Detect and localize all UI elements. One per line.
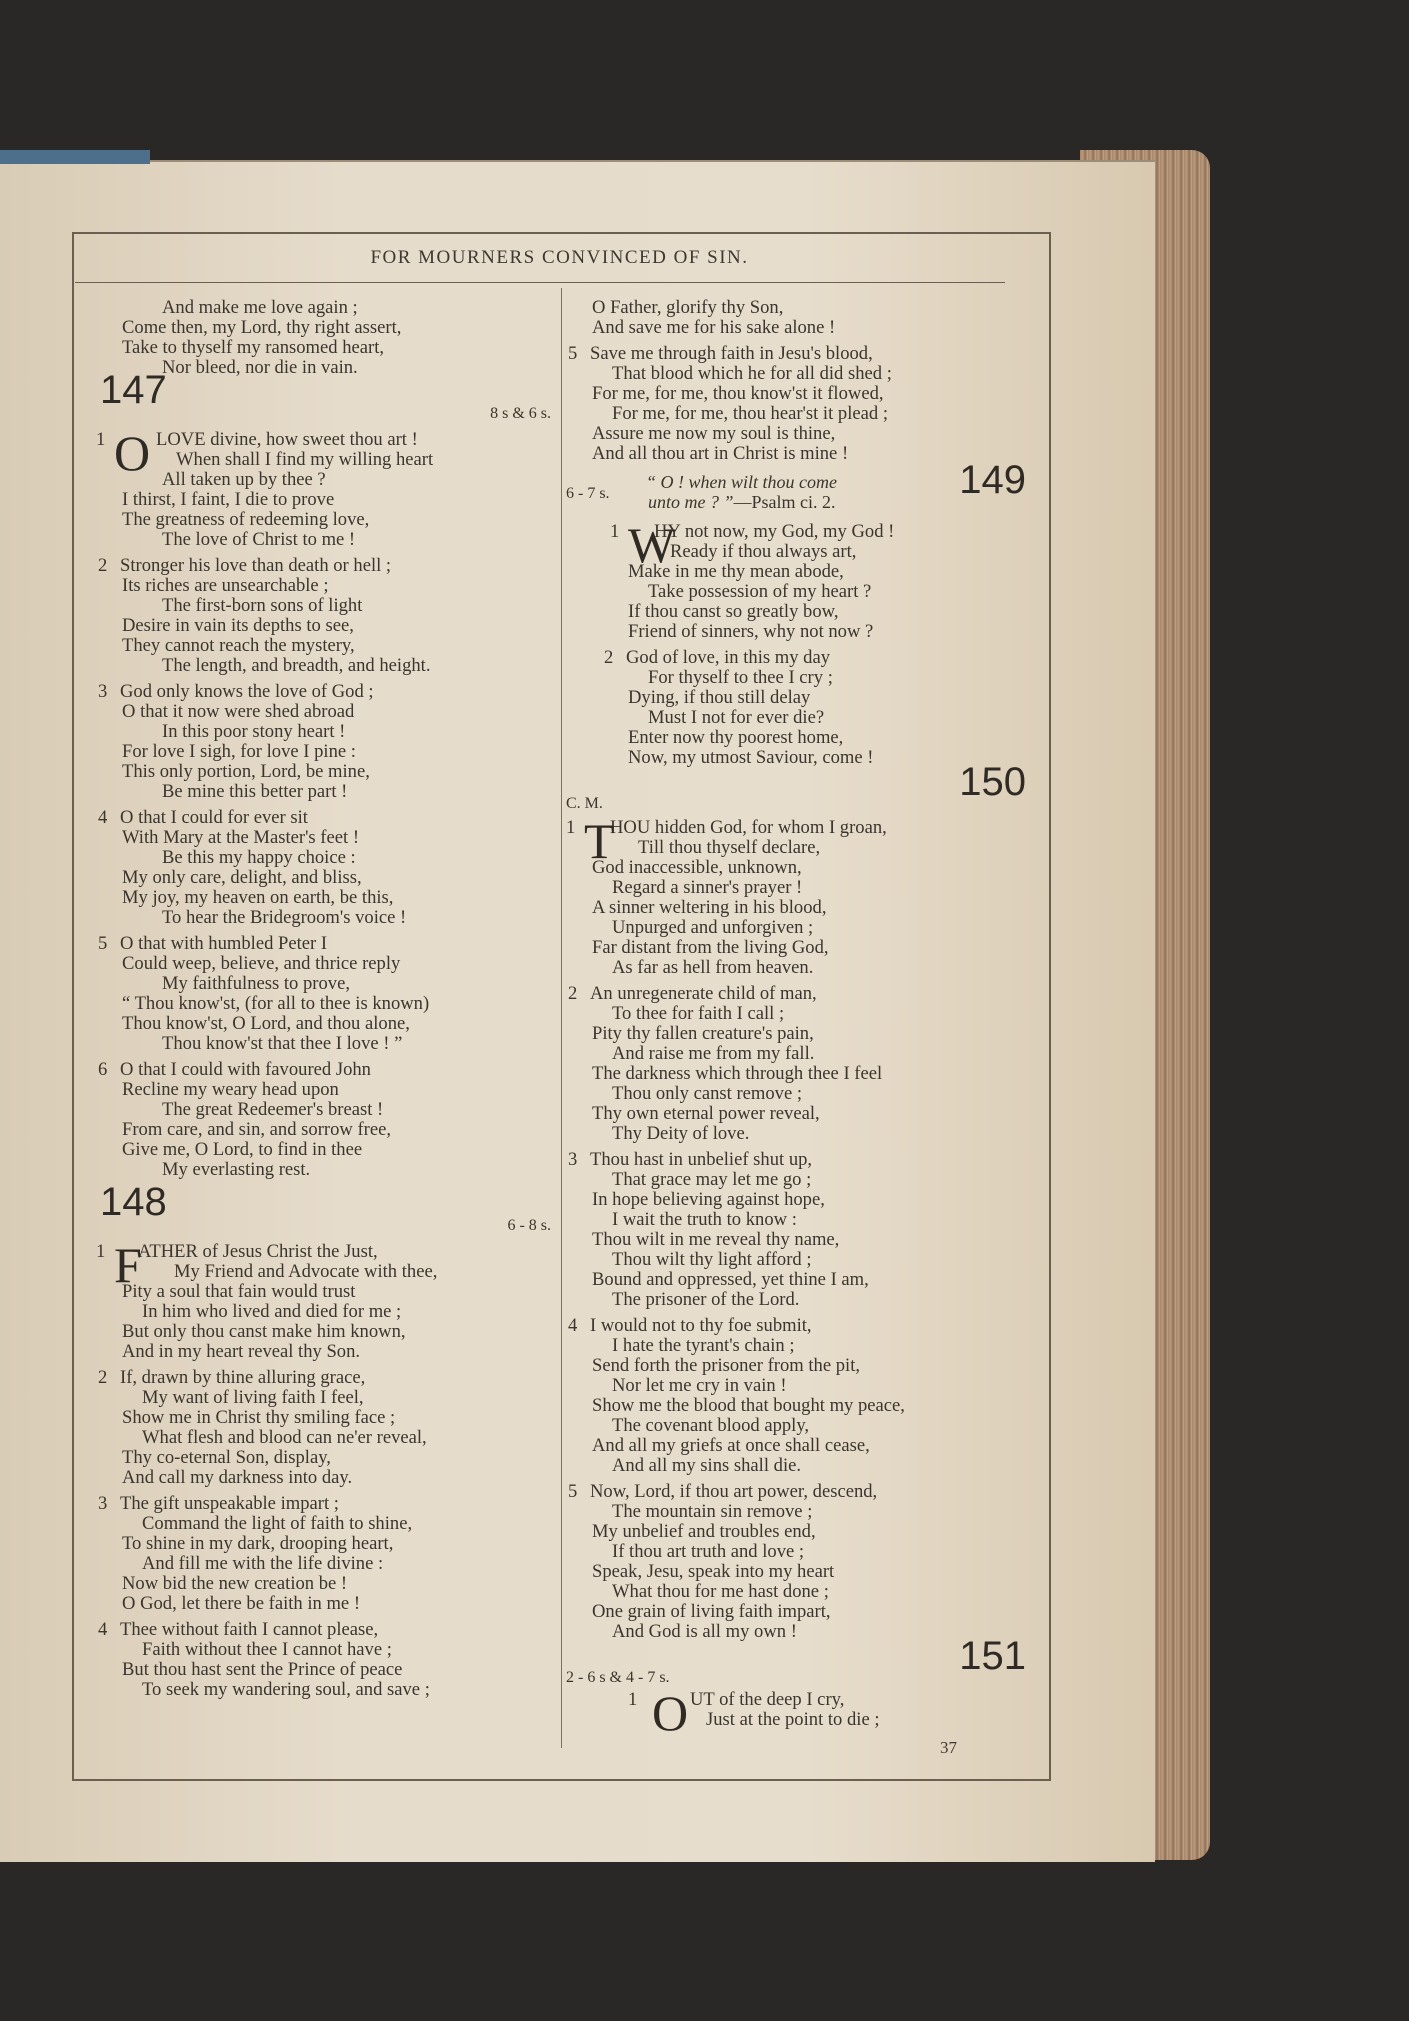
hymn-148-verse-1 [96, 1237, 551, 1362]
hymn-line: Regard a sinner's prayer ! [612, 877, 803, 898]
hymn-line: Make in me thy mean abode, [628, 561, 844, 582]
hymn-line: Thou only canst remove ; [612, 1083, 803, 1104]
verse-number: 2 [604, 647, 614, 668]
hymn-151-heading [566, 1634, 1026, 1690]
drop-capital: O [114, 425, 151, 481]
hymn-line: I would not to thy foe submit, [590, 1315, 812, 1336]
hymn-line: O that I could for ever sit [120, 807, 308, 828]
hymn-line: My faithfulness to prove, [162, 973, 350, 994]
hymn-line: But thou hast sent the Prince of peace [122, 1659, 403, 1680]
hymn-line: Nor let me cry in vain ! [612, 1375, 787, 1396]
hymn-line: O God, let there be faith in me ! [122, 1593, 361, 1614]
hymn-148-heading [96, 1180, 551, 1242]
hymn-line: The great Redeemer's breast ! [162, 1099, 384, 1120]
page-number: 37 [940, 1738, 957, 1757]
hymn-line: Pity a soul that fain would trust [122, 1281, 356, 1302]
hymn-number: 148 [100, 1180, 167, 1224]
hymn-line: Thou know'st that thee I love ! ” [162, 1033, 403, 1054]
hymn-line: O Father, glorify thy Son, [592, 297, 784, 318]
hymn-line: To hear the Bridegroom's voice ! [162, 907, 407, 928]
hymn-line: Its riches are unsearchable ; [122, 575, 329, 596]
hymn-line: Dying, if thou still delay [628, 687, 811, 708]
hymn-line: For me, for me, thou hear'st it plead ; [612, 403, 888, 424]
hymn-line: HOU hidden God, for whom I groan, [610, 817, 887, 838]
verse-number: 5 [98, 933, 108, 954]
hymn-line: To thee for faith I call ; [612, 1003, 785, 1024]
left-column [96, 298, 551, 1700]
hymn-line: Recline my weary head upon [122, 1079, 339, 1100]
header-rule [75, 282, 1005, 283]
column-divider [561, 288, 562, 1748]
hymn-meter: C. M. [566, 795, 603, 812]
hymn-line: And all my sins shall die. [612, 1455, 802, 1476]
hymn-line: And make me love again ; [162, 297, 358, 318]
verse-number: 4 [568, 1315, 578, 1336]
hymn-line: Thy own eternal power reveal, [592, 1103, 820, 1124]
hymn-147-verse-2 [96, 556, 551, 676]
hymn-line: Now, my utmost Saviour, come ! [628, 747, 874, 768]
hymn-line: My everlasting rest. [162, 1159, 311, 1180]
hymn-line: When shall I find my willing heart [176, 449, 434, 470]
hymn-line: Thy Deity of love. [612, 1123, 750, 1144]
hymn-line: And fill me with the life divine : [142, 1553, 384, 1574]
hymn-line: Pity thy fallen creature's pain, [592, 1023, 814, 1044]
hymn-line: This only portion, Lord, be mine, [122, 761, 370, 782]
hymn-line: An unregenerate child of man, [590, 983, 817, 1004]
drop-capital: T [584, 813, 615, 869]
verse-number: 1 [628, 1689, 638, 1710]
hymn-line: Be mine this better part ! [162, 781, 348, 802]
hymn-line: Thou wilt in me reveal thy name, [592, 1229, 840, 1250]
hymn-line: Bound and oppressed, yet thine I am, [592, 1269, 869, 1290]
hymn-line: LOVE divine, how sweet thou art ! [156, 429, 418, 450]
hymn-line: Till thou thyself declare, [638, 837, 821, 858]
hymn-line: Thy co-eternal Son, display, [122, 1447, 331, 1468]
hymn-line: UT of the deep I cry, [690, 1689, 845, 1710]
hymn-147-verse-1 [96, 425, 551, 550]
hymn-line: The darkness which through thee I feel [592, 1063, 883, 1084]
hymn-line: Give me, O Lord, to find in thee [122, 1139, 363, 1160]
hymn-line: Come then, my Lord, thy right assert, [122, 317, 402, 338]
verse-number: 5 [568, 343, 578, 364]
hymn-number: 147 [100, 368, 167, 412]
hymn-line: Thou know'st, O Lord, and thou alone, [122, 1013, 410, 1034]
hymn-line: Assure me now my soul is thine, [592, 423, 836, 444]
hymn-line: I thirst, I faint, I die to prove [122, 489, 335, 510]
hymn-147-heading [96, 368, 551, 430]
hymn-line: A sinner weltering in his blood, [592, 897, 827, 918]
hymn-line: Desire in vain its depths to see, [122, 615, 354, 636]
epigraph-text: unto me ? ” [648, 492, 734, 512]
hymn-line: Send forth the prisoner from the pit, [592, 1355, 861, 1376]
hymn-line: Take to thyself my ransomed heart, [122, 337, 385, 358]
hymn-line: Speak, Jesu, speak into my heart [592, 1561, 835, 1582]
hymn-150-heading [566, 760, 1026, 818]
hymn-line: My Friend and Advocate with thee, [174, 1261, 438, 1282]
hymn-line: The gift unspeakable impart ; [120, 1493, 339, 1514]
hymn-line: O that I could with favoured John [120, 1059, 371, 1080]
hymn-line: For me, for me, thou know'st it flowed, [592, 383, 884, 404]
hymn-meter: 2 - 6 s & 4 - 7 s. [566, 1669, 670, 1686]
running-header: FOR MOURNERS CONVINCED OF SIN. [370, 247, 749, 268]
hymn-line: And God is all my own ! [612, 1621, 797, 1642]
hymn-meter: 8 s & 6 s. [490, 405, 551, 422]
hymn-line: My unbelief and troubles end, [592, 1521, 816, 1542]
drop-capital: F [114, 1237, 142, 1293]
hymn-147-verse-6 [96, 1060, 551, 1180]
verse-number: 6 [98, 1059, 108, 1080]
hymn-line: The prisoner of the Lord. [612, 1289, 800, 1310]
hymn-line: Thou hast in unbelief shut up, [590, 1149, 813, 1170]
hymn-line: Far distant from the living God, [592, 937, 829, 958]
hymn-148-verse-4 [96, 1620, 551, 1700]
hymn-line: Now bid the new creation be ! [122, 1573, 348, 1594]
hymn-line: Nor bleed, nor die in vain. [162, 357, 358, 378]
hymn-149-heading [566, 458, 1026, 522]
hymn-line: With Mary at the Master's feet ! [122, 827, 360, 848]
hymn-148-verse-3 [96, 1494, 551, 1614]
hymn-150-verse-1 [566, 813, 1026, 978]
hymn-line: That grace may let me go ; [612, 1169, 812, 1190]
verse-number: 2 [568, 983, 578, 1004]
hymn-line: My only care, delight, and bliss, [122, 867, 362, 888]
hymn-line: From care, and sin, and sorrow free, [122, 1119, 392, 1140]
verse-number: 1 [96, 1241, 106, 1262]
epigraph-reference: —Psalm ci. 2. [733, 492, 836, 512]
hymn-line: And raise me from my fall. [612, 1043, 815, 1064]
hymn-148-verse-5 [566, 344, 1026, 464]
verse-number: 1 [96, 429, 106, 450]
hymn-line: God of love, in this my day [626, 647, 830, 668]
hymn-147-verse-5 [96, 934, 551, 1054]
hymn-line: All taken up by thee ? [162, 469, 326, 490]
epigraph-line [648, 492, 836, 512]
drop-capital: W [628, 517, 676, 573]
hymn-line: For love I sigh, for love I pine : [122, 741, 356, 762]
hymn-line: To shine in my dark, drooping heart, [122, 1533, 394, 1554]
hymn-line: Take possession of my heart ? [648, 581, 872, 602]
hymn-number: 151 [959, 1634, 1026, 1678]
hymn-line: Could weep, believe, and thrice reply [122, 953, 401, 974]
hymn-line: Now, Lord, if thou art power, descend, [590, 1481, 878, 1502]
hymn-line: Save me through faith in Jesu's blood, [590, 343, 873, 364]
hymn-line: The love of Christ to me ! [162, 529, 356, 550]
hymn-line: Faith without thee I cannot have ; [142, 1639, 392, 1660]
hymn-line: And save me for his sake alone ! [592, 317, 836, 338]
hymn-line: Ready if thou always art, [670, 541, 857, 562]
hymn-line: God only knows the love of God ; [120, 681, 374, 702]
hymn-147-verse-4 [96, 808, 551, 928]
hymn-line: Show me in Christ thy smiling face ; [122, 1407, 396, 1428]
hymn-meter: 6 - 7 s. [566, 485, 610, 502]
hymn-line: One grain of living faith impart, [592, 1601, 831, 1622]
hymn-line: And all thou art in Christ is mine ! [592, 443, 849, 464]
hymn-line: Friend of sinners, why not now ? [628, 621, 874, 642]
right-column [566, 297, 1026, 1741]
hymn-line: If, drawn by thine alluring grace, [120, 1367, 366, 1388]
epigraph-line: “ O ! when wilt thou come [646, 472, 837, 492]
hymn-number: 150 [959, 760, 1026, 804]
verse-number: 2 [98, 555, 108, 576]
hymn-line: What thou for me hast done ; [612, 1581, 829, 1602]
hymn-150-verse-4 [566, 1316, 1026, 1476]
hymn-number: 149 [959, 458, 1026, 502]
hymn-line: Be this my happy choice : [162, 847, 356, 868]
hymn-line: That blood which he for all did shed ; [612, 363, 892, 384]
hymn-line: In him who lived and died for me ; [142, 1301, 402, 1322]
hymn-line: The greatness of redeeming love, [122, 509, 370, 530]
hymn-line: ATHER of Jesus Christ the Just, [138, 1241, 378, 1262]
hymn-line: If thou art truth and love ; [612, 1541, 805, 1562]
hymn-150-verse-2 [566, 984, 1026, 1144]
hymn-line: What flesh and blood can ne'er reveal, [142, 1427, 427, 1448]
hymn-147-verse-3 [96, 682, 551, 802]
hymn-line: Stronger his love than death or hell ; [120, 555, 392, 576]
hymn-line: I hate the tyrant's chain ; [612, 1335, 795, 1356]
hymn-line: Must I not for ever die? [648, 707, 825, 728]
drop-capital: O [652, 1685, 689, 1741]
hymn-line: The covenant blood apply, [612, 1415, 810, 1436]
hymn-148-verse-2 [96, 1368, 551, 1488]
hymn-line: And in my heart reveal thy Son. [122, 1341, 361, 1362]
verse-number: 1 [610, 521, 620, 542]
hymn-line: They cannot reach the mystery, [122, 635, 355, 656]
hymn-line: Just at the point to die ; [706, 1709, 880, 1730]
hymn-line: My joy, my heaven on earth, be this, [122, 887, 394, 908]
hymn-line: The mountain sin remove ; [612, 1501, 813, 1522]
hymn-line: God inaccessible, unknown, [592, 857, 802, 878]
hymn-line: The first-born sons of light [162, 595, 363, 616]
hymn-line: In hope believing against hope, [592, 1189, 825, 1210]
verse-number: 4 [98, 1619, 108, 1640]
hymn-150-verse-5 [566, 1482, 1026, 1642]
verse-number: 2 [98, 1367, 108, 1388]
hymn-line: If thou canst so greatly bow, [628, 601, 839, 622]
hymn-line: Thou wilt thy light afford ; [612, 1249, 812, 1270]
verse-number: 5 [568, 1481, 578, 1502]
verse-number: 4 [98, 807, 108, 828]
hymn-line: “ Thou know'st, (for all to thee is known) [122, 993, 430, 1014]
hymn-meter: 6 - 8 s. [507, 1217, 551, 1234]
hymn-line: To seek my wandering soul, and save ; [142, 1679, 430, 1700]
hymn-line: In this poor stony heart ! [162, 721, 346, 742]
hymn-line: O that with humbled Peter I [120, 933, 328, 954]
verse-number: 3 [98, 1493, 108, 1514]
hymn-line: HY not now, my God, my God ! [654, 521, 895, 542]
hymn-line: As far as hell from heaven. [612, 957, 814, 978]
hymn-line: My want of living faith I feel, [142, 1387, 364, 1408]
verse-number: 1 [566, 817, 576, 838]
hymn-line: And call my darkness into day. [122, 1467, 353, 1488]
hymn-line: For thyself to thee I cry ; [648, 667, 833, 688]
hymn-150-verse-3 [566, 1150, 1026, 1310]
hymn-line: Command the light of faith to shine, [142, 1513, 413, 1534]
hymn-line: The length, and breadth, and height. [162, 655, 431, 676]
hymn-line: Thee without faith I cannot please, [120, 1619, 379, 1640]
verse-number: 3 [568, 1149, 578, 1170]
hymn-line: I wait the truth to know : [612, 1209, 797, 1230]
hymn-line: Enter now thy poorest home, [628, 727, 844, 748]
hymn-line: O that it now were shed abroad [122, 701, 355, 722]
hymn-line: And all my griefs at once shall cease, [592, 1435, 870, 1456]
hymn-149-verse-1 [566, 517, 1026, 642]
hymn-149-verse-2 [566, 648, 1026, 768]
hymn-line: But only thou canst make him known, [122, 1321, 406, 1342]
hymn-line: Unpurged and unforgiven ; [612, 917, 814, 938]
verse-number: 3 [98, 681, 108, 702]
hymn-line: Show me the blood that bought my peace, [592, 1395, 905, 1416]
bookmark-ribbon [0, 150, 150, 164]
hymn-151-verse-1 [566, 1685, 1026, 1741]
